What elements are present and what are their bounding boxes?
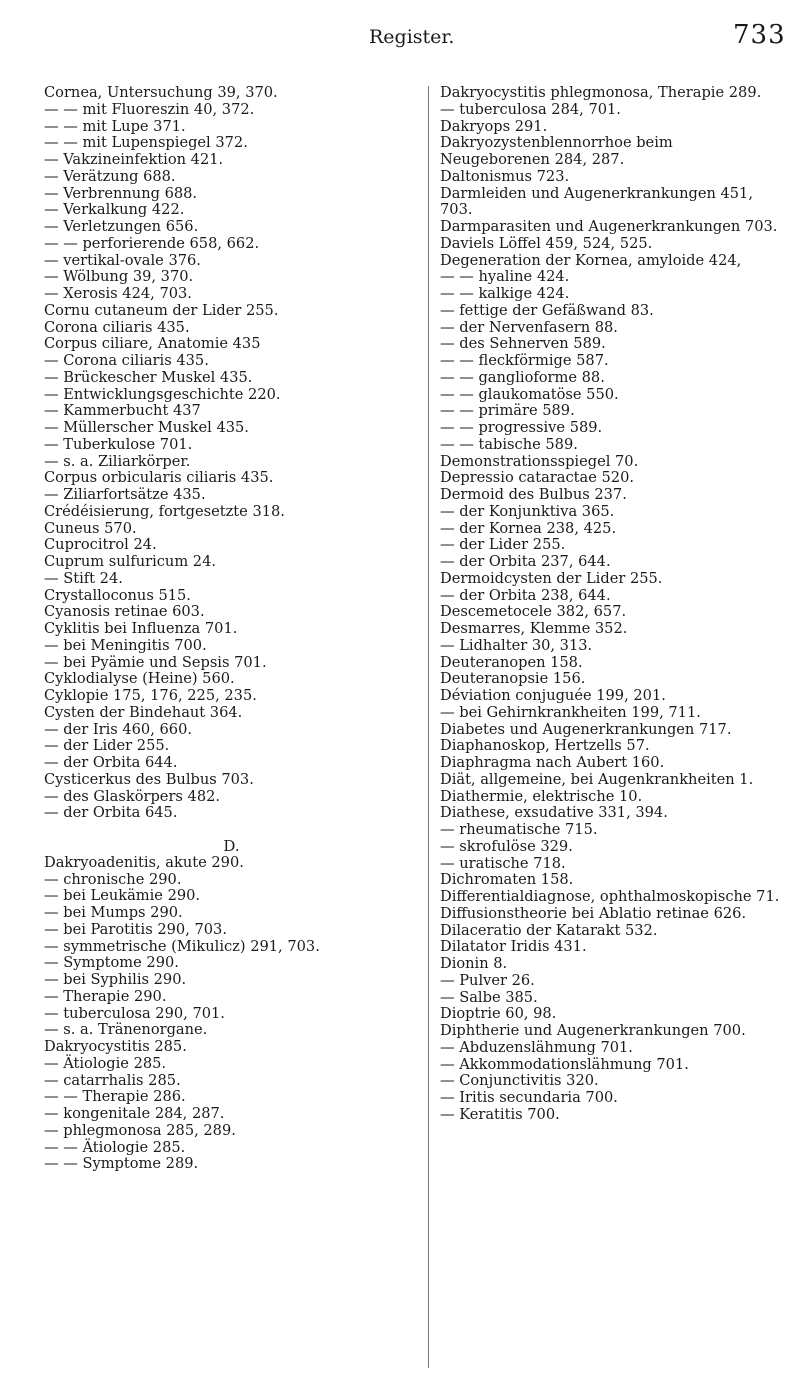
index-entry: Corpus ciliare, Anatomie 435 (44, 335, 261, 353)
index-entry: Crédéisierung, fortgesetzte 318. (44, 502, 285, 520)
index-entry: Cyklopie 175, 176, 225, 235. (44, 687, 257, 704)
index-entry: — Verkalkung 422. (44, 201, 185, 219)
index-entry: — Corona ciliaris 435. (44, 352, 209, 369)
index-entry: Cyanosis retinae 603. (44, 603, 205, 621)
index-entry: — catarrhalis 285. (44, 1071, 181, 1089)
index-entry: Diabetes und Augenerkrankungen 717. (440, 720, 732, 738)
index-entry: Dioptrie 60, 98. (440, 1005, 557, 1023)
index-entry: Daltonismus 723. (440, 167, 570, 185)
index-entry: — Kammerbucht 437 (44, 402, 201, 420)
index-entry: Depressio cataractae 520. (440, 469, 634, 487)
index-entry: — der Orbita 644. (44, 754, 178, 771)
index-entry: — Iritis secundaria 700. (440, 1089, 618, 1106)
index-entry: — uratische 718. (440, 854, 566, 872)
index-entry: — Brückescher Muskel 435. (44, 368, 253, 386)
index-entry: Cuneus 570. (44, 519, 137, 537)
index-entry: — bei Meningitis 700. (44, 636, 207, 654)
index-entry: — Akkommodationslähmung 701. (440, 1055, 689, 1073)
index-entry: Diphtherie und Augenerkrankungen 700. (440, 1022, 746, 1039)
index-entry: Crystalloconus 515. (44, 586, 191, 604)
column-divider (428, 86, 429, 1368)
index-entry: — symmetrische (Mikulicz) 291, 703. (44, 937, 320, 955)
left-entries-d (44, 855, 419, 1173)
index-entry: — der Konjunktiva 365. (440, 502, 615, 520)
index-entry: — bei Pyämie und Sepsis 701. (44, 653, 267, 671)
index-entry: — fettige der Gefäßwand 83. (440, 301, 654, 319)
index-entry: — — Ätiologie 285. (44, 1138, 186, 1156)
index-entry: Dionin 8. (440, 955, 508, 972)
index-entry: Diaphragma nach Aubert 160. (440, 754, 665, 771)
index-entry: — — fleckförmige 587. (440, 352, 609, 369)
index-entry: Diffusionstheorie bei Ablatio retinae 626. (440, 904, 747, 922)
index-entry: — Verbrennung 688. (44, 184, 198, 202)
index-entry: — Verätzung 688. (44, 167, 176, 185)
index-entry: — tuberculosa 290, 701. (44, 1004, 225, 1022)
index-entry: Cuprocitrol 24. (44, 536, 157, 554)
index-entry: Deuteranopsie 156. (440, 670, 586, 688)
index-entry: — Ziliarfortsätze 435. (44, 486, 206, 503)
index-entry: Deuteranopen 158. (440, 653, 583, 671)
index-entry: Cyklodialyse (Heine) 560. (44, 670, 235, 688)
index-entry: Demonstrationsspiegel 70. (440, 452, 639, 470)
index-entry: Dakryoadenitis, akute 290. (44, 853, 244, 871)
index-entry: — Verletzungen 656. (44, 218, 199, 235)
index-entry: — Keratitis 700. (440, 1105, 560, 1123)
index-entry: Corona ciliaris 435. (44, 318, 190, 336)
index-entry: Dermoidcysten der Lider 255. (440, 569, 663, 587)
left-column (44, 85, 419, 1173)
index-entry: Dermoid des Bulbus 237. (440, 486, 627, 503)
index-entry: Desmarres, Klemme 352. (440, 620, 628, 637)
index-entry: — tuberculosa 284, 701. (440, 100, 621, 118)
index-entry: — Conjunctivitis 320. (440, 1072, 599, 1090)
index-entry: — Müllerscher Muskel 435. (44, 419, 249, 436)
index-entry: Dakryops 291. (440, 117, 548, 135)
index-entry: Cyklitis bei Influenza 701. (44, 620, 238, 637)
index-entry: — der Iris 460, 660. (44, 720, 192, 738)
page-header (0, 12, 801, 52)
index-entry: — — glaukomatöse 550. (440, 385, 619, 403)
index-entry: — — mit Fluoreszin 40, 372. (44, 100, 255, 118)
index-entry: Corpus orbicularis ciliaris 435. (44, 469, 274, 487)
index-entry: — s. a. Tränenorgane. (44, 1021, 208, 1039)
page-title: Register. (369, 26, 455, 48)
index-entry: — Lidhalter 30, 313. (440, 636, 593, 654)
index-entry: — phlegmonosa 285, 289. (44, 1121, 236, 1139)
index-entry: — — hyaline 424. (440, 268, 570, 286)
index-entry: — — progressive 589. (440, 419, 603, 436)
index-entry: — der Orbita 645. (44, 804, 178, 822)
index-entry: Dilaceratio der Katarakt 532. (440, 921, 658, 939)
index-entry: — — mit Lupenspiegel 372. (44, 134, 248, 152)
index-entry: — s. a. Ziliarkörper. (44, 452, 191, 470)
index-entry: Dilatator Iridis 431. (440, 938, 587, 956)
index-entry: Diathese, exsudative 331, 394. (440, 804, 668, 822)
page-number: 733 (733, 20, 786, 50)
index-entry: — — kalkige 424. (440, 285, 570, 302)
index-entry: — der Kornea 238, 425. (440, 519, 617, 537)
index-entry: — Wölbung 39, 370. (44, 268, 194, 286)
index-entry: — Abduzenslähmung 701. (440, 1038, 633, 1056)
index-entry: Differentialdiagnose, ophthalmoskopische 71. (440, 888, 780, 905)
index-entry: Cuprum sulfuricum 24. (44, 553, 217, 570)
index-entry: — bei Parotitis 290, 703. (44, 920, 227, 938)
left-entries-c (44, 85, 419, 822)
index-entry: — der Orbita 238, 644. (440, 586, 611, 604)
index-entry: — des Glaskörpers 482. (44, 787, 221, 805)
index-entry: — — mit Lupe 371. (44, 117, 186, 135)
index-entry: — Pulver 26. (440, 971, 535, 989)
index-entry: Cornu cutaneum der Lider 255. (44, 301, 279, 319)
right-column (440, 85, 785, 1124)
index-entry: Daviels Löffel 459, 524, 525. (440, 234, 653, 252)
index-entry: — kongenitale 284, 287. (44, 1105, 225, 1122)
index-entry: — der Lider 255. (44, 737, 170, 755)
index-entry: Cornea, Untersuchung 39, 370. (44, 84, 278, 101)
index-entry: Dakryozystenblennorrhoe beim Neugeborenen 284, 287. (440, 134, 673, 168)
index-entry: — — perforierende 658, 662. (44, 234, 260, 252)
index-entry: — der Orbita 237, 644. (440, 553, 611, 570)
index-entry: — — tabische 589. (440, 435, 578, 453)
index-entry: — der Nervenfasern 88. (440, 318, 618, 336)
index-entry: — skrofulöse 329. (440, 837, 573, 855)
index-entry: — Ätiologie 285. (44, 1054, 167, 1072)
index-entry: Descemetocele 382, 657. (440, 603, 627, 621)
section-letter-d: D. (223, 837, 240, 855)
index-entry: — Therapie 290. (44, 987, 167, 1005)
index-entry: Dichromaten 158. (440, 871, 574, 889)
index-entry: Diät, allgemeine, bei Augenkrankheiten 1. (440, 770, 754, 788)
index-entry: — bei Gehirnkrankheiten 199, 711. (440, 703, 701, 721)
index-entry: — vertikal-ovale 376. (44, 251, 201, 269)
index-entry: — — Therapie 286. (44, 1088, 186, 1106)
index-entry: Déviation conjuguée 199, 201. (440, 687, 666, 704)
index-entry: — Salbe 385. (440, 988, 538, 1006)
index-entry: — bei Syphilis 290. (44, 971, 187, 988)
index-entry: — Vakzineinfektion 421. (44, 151, 224, 168)
index-entry: Darmleiden und Augenerkrankungen 451, 703. (440, 184, 753, 219)
index-entry: — Stift 24. (44, 569, 123, 587)
index-entry: — Xerosis 424, 703. (44, 285, 192, 302)
index-entry: — — ganglioforme 88. (440, 368, 605, 386)
index-entry: Cysticerkus des Bulbus 703. (44, 770, 254, 788)
index-entry: Degeneration der Kornea, amyloide 424, (440, 251, 742, 269)
right-entries (440, 85, 785, 1124)
index-entry: Diathermie, elektrische 10. (440, 787, 643, 805)
index-entry: — bei Mumps 290. (44, 904, 183, 921)
index-entry: — Symptome 290. (44, 954, 179, 972)
index-entry: — Entwicklungsgeschichte 220. (44, 385, 281, 403)
index-entry: — Tuberkulose 701. (44, 435, 193, 453)
index-entry: Darmparasiten und Augenerkrankungen 703. (440, 218, 778, 235)
index-entry: — bei Leukämie 290. (44, 887, 201, 905)
index-entry: — — primäre 589. (440, 402, 575, 420)
index-entry: — chronische 290. (44, 870, 182, 888)
index-entry: — der Lider 255. (440, 536, 566, 554)
index-entry: Dakryocystitis phlegmonosa, Therapie 289. (440, 84, 762, 101)
index-entry: Dakryocystitis 285. (44, 1038, 187, 1055)
index-entry: — des Sehnerven 589. (440, 335, 606, 353)
index-entry: Diaphanoskop, Hertzells 57. (440, 737, 650, 755)
index-entry: — rheumatische 715. (440, 821, 598, 838)
index-entry: — — Symptome 289. (44, 1155, 199, 1173)
index-entry: Cysten der Bindehaut 364. (44, 703, 243, 721)
